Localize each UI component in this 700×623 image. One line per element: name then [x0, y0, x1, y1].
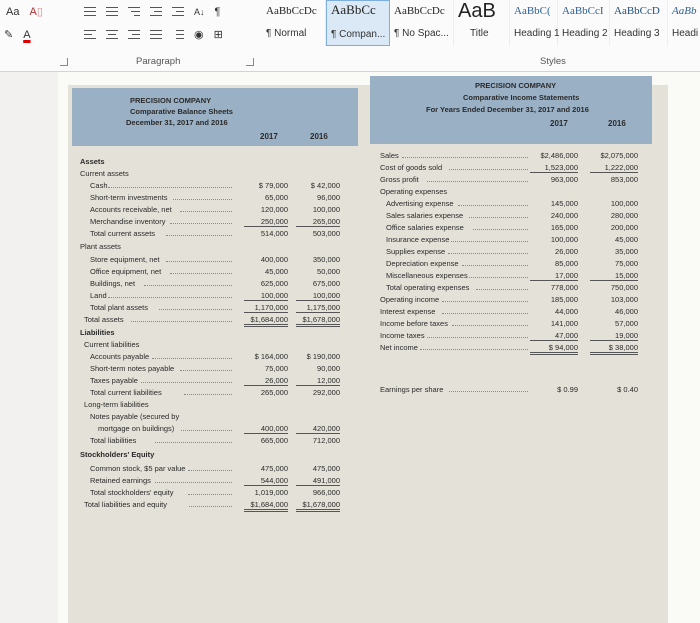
bs-title-date: December 31, 2017 and 2016 — [126, 118, 228, 127]
bs-value-2017: 625,000 — [260, 279, 288, 288]
bs-value-2017: 400,000 — [260, 255, 288, 264]
multilevel-list-icon[interactable] — [126, 5, 142, 19]
bs-value-2017: 265,000 — [260, 388, 288, 397]
dot-leader — [473, 229, 528, 230]
bs-value-2016: $1,678,000 — [296, 316, 340, 327]
dot-leader — [448, 253, 528, 254]
align-center-icon[interactable] — [104, 28, 120, 42]
bs-row-label: Plant assets — [80, 242, 121, 251]
style-name: ¶ No Spac... — [394, 28, 449, 39]
is-title-name: Comparative Income Statements — [463, 93, 580, 102]
bs-value-2016: $1,678,000 — [296, 501, 340, 512]
is-value-2017: 26,000 — [555, 247, 578, 256]
bs-value-2016: 966,000 — [312, 488, 340, 497]
bs-value-2016: 292,000 — [312, 388, 340, 397]
is-value-2016: 35,000 — [615, 247, 638, 256]
ribbon-group-labels — [0, 52, 700, 72]
dot-leader — [469, 217, 528, 218]
dot-leader — [402, 157, 528, 158]
bs-row-label: Liabilities — [80, 328, 115, 337]
bs-row-label: Retained earnings — [90, 476, 151, 485]
bs-value-2016: $ 42,000 — [310, 181, 340, 190]
is-value-2016: 103,000 — [610, 295, 638, 304]
bs-value-2017: 120,000 — [260, 205, 288, 214]
dot-leader — [469, 277, 528, 278]
style-company[interactable] — [326, 0, 390, 46]
dot-leader — [155, 482, 232, 483]
dot-leader — [173, 199, 232, 200]
dot-leader — [420, 349, 528, 350]
bs-row-label: Stockholders' Equity — [80, 450, 155, 459]
bs-value-2017: 100,000 — [244, 292, 288, 301]
is-value-2017: 47,000 — [530, 332, 578, 341]
style-preview: AaBb — [672, 5, 697, 17]
is-row-label: Sales salaries expense — [386, 211, 464, 220]
style-heading-1[interactable] — [510, 0, 558, 46]
is-value-2017: 100,000 — [550, 235, 578, 244]
is-title-date: For Years Ended December 31, 2017 and 2016 — [426, 105, 589, 114]
style-name: ¶ Compan... — [331, 29, 386, 40]
is-value-2016: 1,222,000 — [590, 164, 638, 173]
is-value-2016: 100,000 — [610, 199, 638, 208]
bs-value-2017: 45,000 — [265, 267, 288, 276]
bs-value-2016: 100,000 — [312, 205, 340, 214]
is-value-2016: 750,000 — [610, 283, 638, 292]
dot-leader — [189, 506, 232, 507]
is-value-2017: 85,000 — [555, 259, 578, 268]
is-value-2017: $ 94,000 — [530, 344, 578, 355]
bs-value-2016: 675,000 — [312, 279, 340, 288]
font-row-1 — [4, 4, 45, 20]
bs-row-label: Short-term notes payable — [90, 364, 175, 373]
is-year-2017: 2017 — [550, 119, 568, 128]
align-right-icon[interactable] — [126, 28, 142, 42]
dot-leader — [449, 169, 528, 170]
is-value-2017: 141,000 — [550, 319, 578, 328]
ribbon — [0, 0, 700, 72]
font-dialog-launcher-icon[interactable] — [60, 58, 68, 66]
is-row-label: Income taxes — [380, 331, 425, 340]
bs-value-2017: $ 164,000 — [254, 352, 288, 361]
borders-icon[interactable]: ⊞ — [213, 29, 223, 41]
is-value-2017: 44,000 — [555, 307, 578, 316]
dot-leader — [180, 370, 232, 371]
bs-row-label: Long-term liabilities — [84, 400, 149, 409]
bs-row-label: Notes payable (secured by — [90, 412, 180, 421]
style-normal[interactable] — [262, 0, 326, 46]
bs-row-label: Total liabilities and equity — [84, 500, 167, 509]
bs-value-2016: 491,000 — [296, 477, 340, 486]
bs-value-2017: 250,000 — [244, 218, 288, 227]
bs-row-label: Accounts receivable, net — [90, 205, 172, 214]
is-row-label: Sales — [380, 151, 399, 160]
bs-value-2016: 350,000 — [312, 255, 340, 264]
dot-leader — [452, 325, 528, 326]
style-name: ¶ Normal — [266, 28, 307, 39]
is-value-2017: 1,523,000 — [530, 164, 578, 173]
dot-leader — [427, 181, 528, 182]
is-value-2016: 46,000 — [615, 307, 638, 316]
bs-row-label: mortgage on buildings) — [98, 424, 175, 433]
is-row-label: Office salaries expense — [386, 223, 464, 232]
is-row-label: Miscellaneous expenses — [386, 271, 468, 280]
bs-row-label: Total current assets — [90, 229, 156, 238]
style-title[interactable] — [454, 0, 510, 46]
is-value-2017: 963,000 — [550, 175, 578, 184]
bs-row-label: Assets — [80, 157, 105, 166]
dot-leader — [131, 321, 232, 322]
bs-row-label: Total plant assets — [90, 303, 148, 312]
bs-row-label: Merchandise inventory — [90, 217, 166, 226]
is-value-2016: 15,000 — [590, 272, 638, 281]
is-row-label: Cost of goods sold — [380, 163, 443, 172]
bs-value-2017: 544,000 — [244, 477, 288, 486]
is-value-2017: 165,000 — [550, 223, 578, 232]
is-row-label: Insurance expense — [386, 235, 450, 244]
bs-value-2016: 712,000 — [312, 436, 340, 445]
dot-leader — [170, 273, 232, 274]
style-preview: AaBbCcDc — [266, 5, 317, 17]
bs-row-label: Office equipment, net — [90, 267, 162, 276]
clear-formatting-button[interactable]: A▯ — [29, 6, 43, 18]
bs-value-2017: $ 79,000 — [258, 181, 288, 190]
show-formatting-icon[interactable]: ¶ — [214, 6, 221, 18]
bs-row-label: Total assets — [84, 315, 124, 324]
style-name: Heading 1 — [514, 28, 560, 39]
bs-value-2016: 265,000 — [296, 218, 340, 227]
style-preview: AaB — [458, 0, 496, 22]
bs-year-2016: 2016 — [310, 132, 328, 141]
paragraph-group-label: Paragraph — [136, 56, 181, 67]
bs-value-2016: 100,000 — [296, 292, 340, 301]
is-value-2017: 778,000 — [550, 283, 578, 292]
bs-row-label: Store equipment, net — [90, 255, 160, 264]
style-preview: AaBbCcD — [614, 5, 660, 17]
style-preview: AaBbCcDc — [394, 5, 445, 17]
style-preview: AaBbC( — [514, 5, 551, 17]
bs-row-label: Common stock, $5 par value — [90, 464, 186, 473]
is-value-2016: $2,075,000 — [600, 151, 638, 160]
dot-leader — [141, 382, 232, 383]
is-value-2017: $ 0.99 — [557, 385, 578, 394]
is-value-2016: 45,000 — [615, 235, 638, 244]
is-value-2017: 240,000 — [550, 211, 578, 220]
dot-leader — [108, 297, 232, 298]
style-preview: AaBbCcI — [562, 5, 604, 17]
bs-row-label: Total liabilities — [90, 436, 137, 445]
paragraph-dialog-launcher-icon[interactable] — [246, 58, 254, 66]
style-heading-3[interactable] — [610, 0, 668, 46]
marker-icon: ✎ — [4, 29, 14, 41]
dot-leader — [181, 430, 232, 431]
dot-leader — [188, 494, 232, 495]
bs-value-2016: 96,000 — [317, 193, 340, 202]
bullets-icon[interactable] — [82, 5, 98, 19]
bs-row-label: Taxes payable — [90, 376, 138, 385]
justify-icon[interactable] — [148, 28, 164, 42]
dot-leader — [451, 241, 528, 242]
bs-value-2016: 503,000 — [312, 229, 340, 238]
is-title-company: PRECISION COMPANY — [475, 81, 557, 90]
bs-row-label: Land — [90, 291, 107, 300]
dot-leader — [476, 289, 528, 290]
bs-value-2017: 514,000 — [260, 229, 288, 238]
dot-leader — [458, 205, 528, 206]
dot-leader — [155, 442, 232, 443]
dot-leader — [166, 235, 232, 236]
dot-leader — [188, 470, 232, 471]
highlight-color-button[interactable] — [2, 27, 15, 43]
is-value-2016: 19,000 — [590, 332, 638, 341]
bs-value-2017: 1,170,000 — [244, 304, 288, 313]
paragraph-row-1 — [82, 4, 222, 20]
bs-value-2017: 400,000 — [244, 425, 288, 434]
bs-value-2017: 75,000 — [265, 364, 288, 373]
line-spacing-icon[interactable] — [170, 28, 186, 42]
is-row-label: Operating expenses — [380, 187, 448, 196]
bs-value-2016: 90,000 — [317, 364, 340, 373]
styles-group-label: Styles — [540, 56, 566, 67]
font-color-button[interactable]: A — [23, 29, 31, 41]
style-heading-2[interactable] — [558, 0, 610, 46]
bs-value-2017: 665,000 — [260, 436, 288, 445]
is-value-2016: 853,000 — [610, 175, 638, 184]
paragraph-row-2 — [82, 27, 225, 43]
bs-title-company: PRECISION COMPANY — [130, 96, 212, 105]
financial-statements-photo — [68, 85, 668, 623]
is-row-label: Total operating expenses — [386, 283, 470, 292]
dot-leader — [159, 309, 232, 310]
style-no-spacing[interactable] — [390, 0, 454, 46]
dot-leader — [108, 187, 232, 188]
bs-value-2016: $ 190,000 — [306, 352, 340, 361]
sort-icon[interactable]: A↓ — [194, 7, 205, 17]
dot-leader — [427, 337, 528, 338]
numbering-icon[interactable] — [104, 5, 120, 19]
is-row-label: Gross profit — [380, 175, 419, 184]
align-left-icon[interactable] — [82, 28, 98, 42]
is-row-label: Operating income — [380, 295, 440, 304]
bs-value-2016: 475,000 — [312, 464, 340, 473]
bs-row-label: Cash — [90, 181, 108, 190]
dot-leader — [170, 223, 232, 224]
bs-row-label: Total current liabilities — [90, 388, 162, 397]
dot-leader — [180, 211, 232, 212]
is-value-2016: $ 38,000 — [590, 344, 638, 355]
bs-value-2016: 420,000 — [296, 425, 340, 434]
is-value-2017: 145,000 — [550, 199, 578, 208]
bs-value-2017: 26,000 — [244, 377, 288, 386]
bs-row-label: Short-term investments — [90, 193, 168, 202]
is-row-label: Income before taxes — [380, 319, 448, 328]
is-value-2016: 75,000 — [615, 259, 638, 268]
style-heading-4[interactable] — [668, 0, 700, 46]
dot-leader — [462, 265, 528, 266]
is-row-label: Advertising expense — [386, 199, 454, 208]
is-value-2017: 185,000 — [550, 295, 578, 304]
eraser-icon: ▯ — [36, 6, 43, 18]
dot-leader — [144, 285, 232, 286]
dot-leader — [442, 313, 528, 314]
bs-value-2017: 65,000 — [265, 193, 288, 202]
bs-row-label: Current liabilities — [84, 340, 140, 349]
style-name: Title — [470, 28, 489, 39]
is-year-2016: 2016 — [608, 119, 626, 128]
style-name: Heading 2 — [562, 28, 608, 39]
bs-value-2016: 50,000 — [317, 267, 340, 276]
bs-row-label: Current assets — [80, 169, 129, 178]
is-value-2017: $2,486,000 — [540, 151, 578, 160]
style-preview: AaBbCc — [331, 2, 376, 17]
increase-indent-icon[interactable] — [170, 5, 186, 19]
bs-value-2017: 1,019,000 — [254, 488, 288, 497]
dot-leader — [442, 301, 528, 302]
style-name: Heading 3 — [614, 28, 660, 39]
font-paragraph-group — [0, 0, 262, 54]
bs-value-2017: 475,000 — [260, 464, 288, 473]
dot-leader — [184, 394, 232, 395]
is-value-2016: 57,000 — [615, 319, 638, 328]
is-value-2017: 17,000 — [530, 272, 578, 281]
is-row-label: Supplies expense — [386, 247, 446, 256]
font-row-2 — [2, 27, 33, 43]
styles-gallery — [262, 0, 700, 50]
decrease-indent-icon[interactable] — [148, 5, 164, 19]
bs-row-label: Total stockholders' equity — [90, 488, 174, 497]
is-value-2016: $ 0.40 — [617, 385, 638, 394]
bs-title-name: Comparative Balance Sheets — [130, 107, 233, 116]
is-row-label: Interest expense — [380, 307, 436, 316]
dot-leader — [166, 261, 232, 262]
is-value-2016: 280,000 — [610, 211, 638, 220]
dot-leader — [449, 391, 528, 392]
bs-value-2016: 12,000 — [296, 377, 340, 386]
bs-year-2017: 2017 — [260, 132, 278, 141]
dot-leader — [152, 358, 232, 359]
is-row-label: Net income — [380, 343, 418, 352]
bs-row-label: Buildings, net — [90, 279, 136, 288]
is-row-label: Depreciation expense — [386, 259, 459, 268]
bs-row-label: Accounts payable — [90, 352, 150, 361]
bs-value-2017: $1,684,000 — [244, 316, 288, 327]
shading-icon[interactable]: ◉ — [194, 29, 204, 41]
bs-value-2017: $1,684,000 — [244, 501, 288, 512]
is-value-2016: 200,000 — [610, 223, 638, 232]
change-case-button[interactable]: Aa — [6, 6, 20, 18]
bs-value-2016: 1,175,000 — [296, 304, 340, 313]
is-row-label: Earnings per share — [380, 385, 444, 394]
style-name: Headi — [672, 28, 699, 39]
